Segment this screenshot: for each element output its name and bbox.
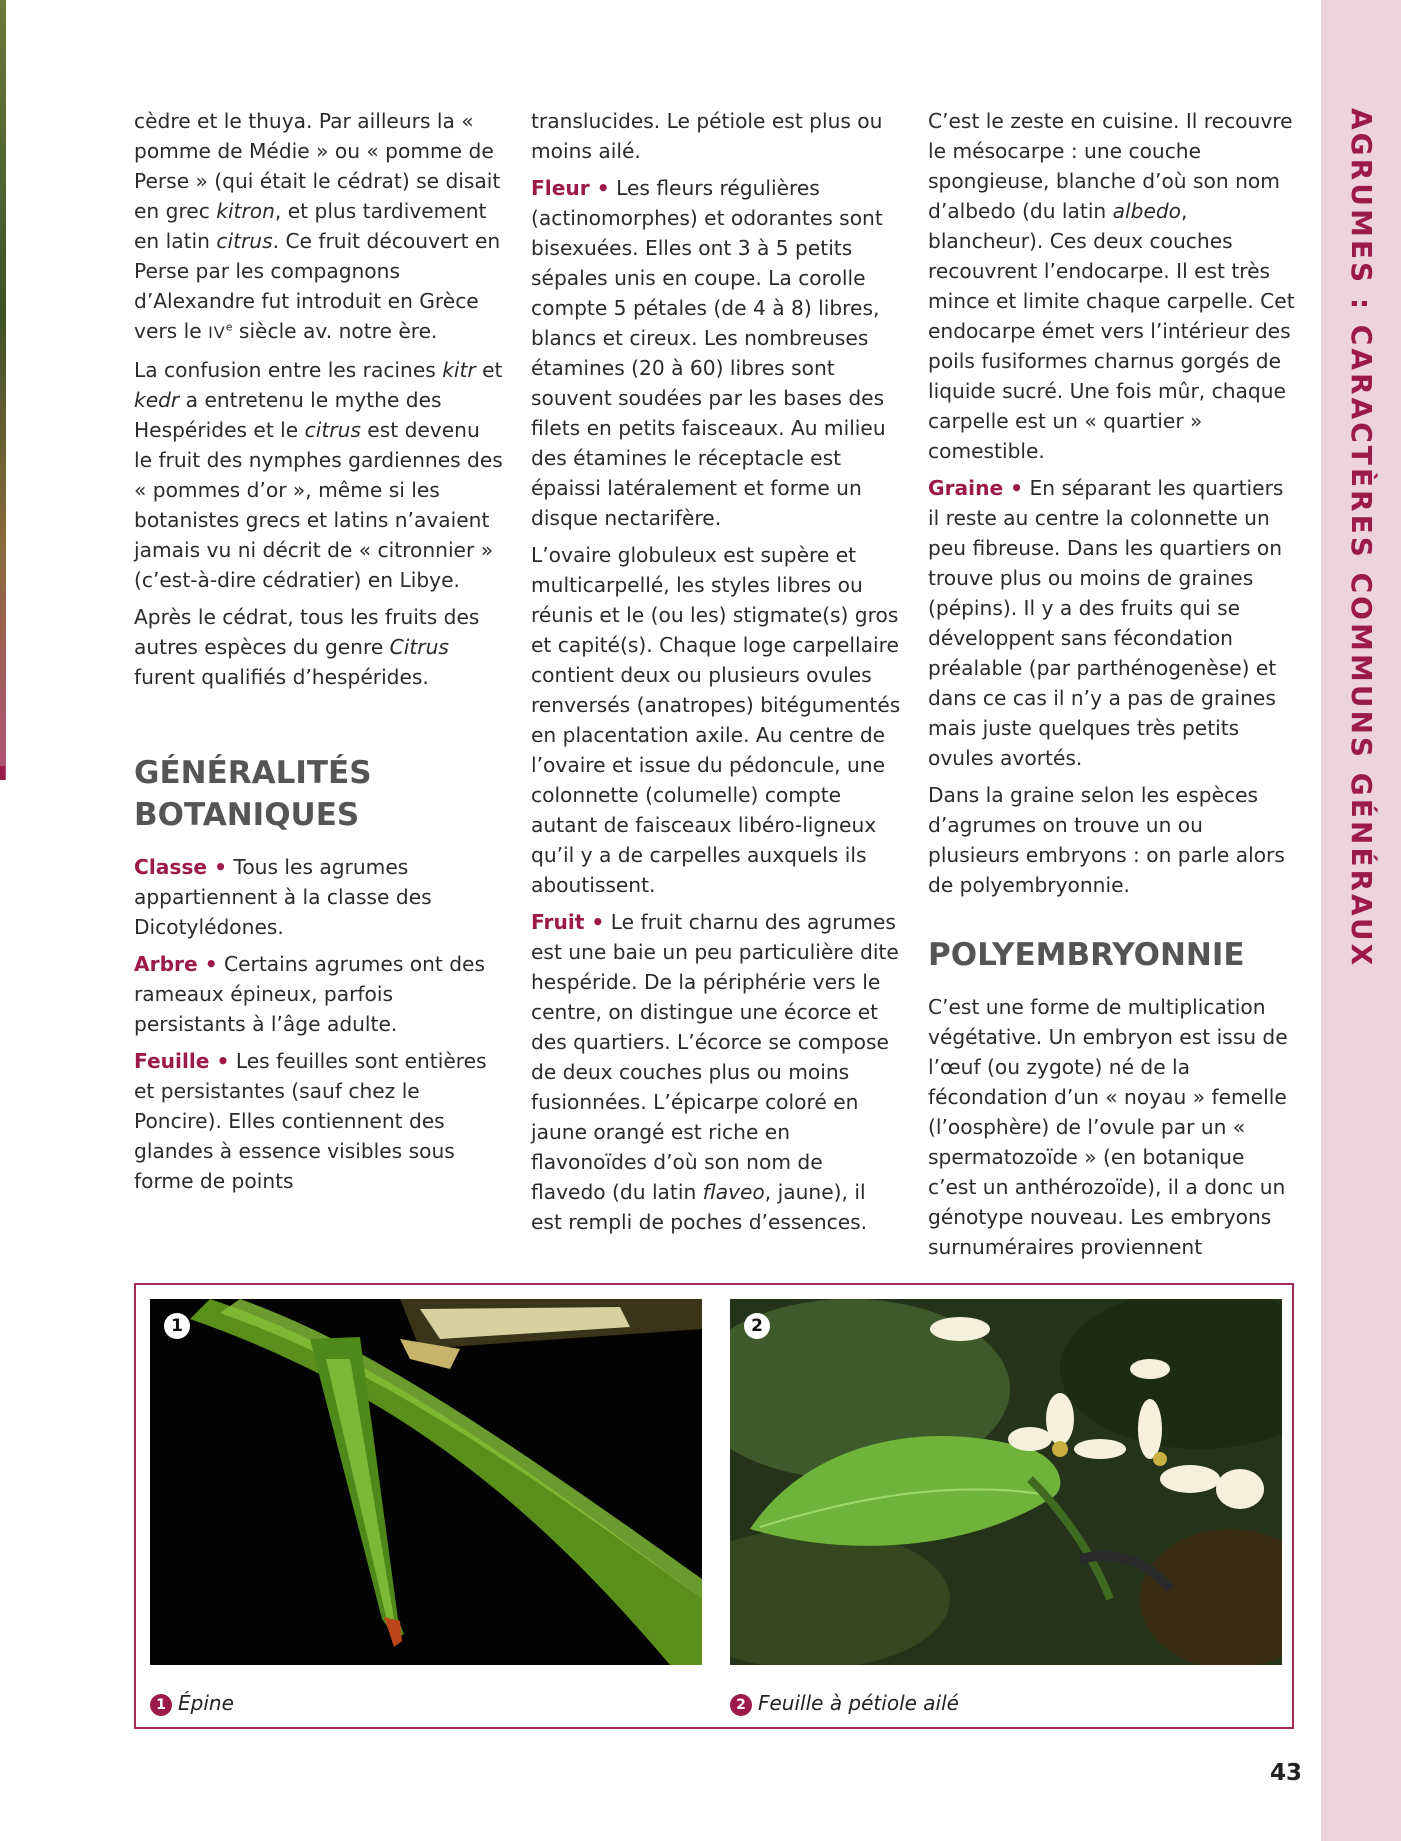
entry-fruit: Fruit • Le fruit charnu des agrumes est une baie un peu particulière dite hespéride. De la périphérie vers le centre, on distingue une écorce et des quartiers. L’écorce se compose de deux couches plus ou moins fusionnées. L’épicarpe coloré en jaune orangé est riche en flavonoïdes d’où son nom de flavedo (du latin flaveo, jaune), il est rempli de poches d’essences. — [531, 910, 899, 1234]
figure-1-badge: 1 — [164, 1313, 190, 1339]
paragraph-embryons: Dans la graine selon les espèces d’agrumes on trouve un ou plusieurs embryons : on parle alors de polyembryonnie. — [928, 783, 1285, 897]
section-heading-generalites: GÉNÉRALITÉS BOTANIQUES — [134, 755, 372, 833]
thorn-photo — [150, 1299, 702, 1665]
left-page-edge — [0, 0, 6, 780]
left-edge-marker — [0, 766, 5, 780]
figure-2-badge: 2 — [744, 1313, 770, 1339]
entry-arbre: Arbre • Certains agrumes ont des rameaux épineux, parfois persistants à l’âge adulte. — [134, 952, 485, 1036]
figure-2-caption: 2 Feuille à pétiole ailé — [730, 1689, 959, 1717]
paragraph-petiole: translucides. Le pétiole est plus ou moins ailé. — [531, 109, 883, 163]
entry-graine: Graine • En séparant les quartiers il reste au centre la colonnette un peu fibreuse. Dans les quartiers on trouve plus ou moins de graines (pépins). Il y a des fruits qui se développent sans fécondation préalable (par parthénogenèse) et dans ce cas il n’y a pas de graines mais juste quelques très petits ovules avortés. — [928, 476, 1284, 770]
section-heading-polyembryonnie: POLYEMBRYONNIE — [928, 937, 1245, 973]
paragraph-ovaire: L’ovaire globuleux est supère et multicarpellé, les styles libres ou réunis et le (ou les) stigmate(s) gros et capité(s). Chaque loge carpellaire contient deux ou plusieurs ovules renversés (anatropes) bitégumentés en placentation axile. Au centre de l’ovaire et issue du pédoncule, une colonnette (columelle) compte autant de faisceaux libéro-ligneux qu’il y a de carpelles auxquels ils aboutissent. — [531, 543, 901, 897]
figure-1-caption: 1 Épine — [150, 1689, 234, 1717]
thorn-illustration — [150, 1299, 702, 1665]
entry-fleur: Fleur • Les fleurs régulières (actinomorphes) et odorantes sont bisexuées. Elles ont 3 à 5 petits sépales unis en coupe. La corolle compte 5 pétales (de 4 à 8) libres, blancs et cireux. Les nombreuses étamines (20 à 60) libres sont souvent soudées par les bases des filets en petits faisceaux. Au milieu des étamines le réceptacle est épaissi latéralement et forme un disque nectarifère. — [531, 176, 886, 530]
leaf-photo — [730, 1299, 1282, 1665]
text-column-3 — [928, 106, 1298, 1269]
text-column-1 — [134, 106, 504, 1203]
entry-classe: Classe • Tous les agrumes appartiennent à la classe des Dicotylédones. — [134, 855, 432, 939]
paragraph-hesperides-qualified: Après le cédrat, tous les fruits des autres espèces du genre Citrus furent qualifiés d’hespérides. — [134, 605, 480, 689]
page-number: 43 — [1269, 1760, 1302, 1786]
chapter-side-title: AGRUMES : CARACTÈRES COMMUNS GÉNÉRAUX — [1345, 108, 1378, 969]
paragraph-polyembryonnie: C’est une forme de multiplication végétative. Un embryon est issu de l’œuf (ou zygote) né de la fécondation d’un « noyau » femelle (l’oosphère) de l’ovule par un « spermatozoïde » (en botanique c’est un anthérozoïde), il a donc un génotype nouveau. Les embryons surnuméraires proviennent — [928, 995, 1288, 1259]
paragraph-zeste: C’est le zeste en cuisine. Il recouvre le mésocarpe : une couche spongieuse, blanche d’où son nom d’albedo (du latin albedo, blancheur). Ces deux couches recouvrent l’endocarpe. Il est très mince et limite chaque carpelle. Cet endocarpe émet vers l’intérieur des poils fusiformes charnus gorgés de liquide sucré. Une fois mûr, chaque carpelle est un « quartier » comestible. — [928, 109, 1295, 463]
text-column-2 — [531, 106, 901, 1244]
entry-feuille: Feuille • Les feuilles sont entières et persistantes (sauf chez le Poncire). Elles contiennent des glandes à essence visibles sous forme de points — [134, 1049, 487, 1193]
caption-2-number: 2 — [730, 1694, 752, 1716]
winged-petiole-leaf-illustration — [730, 1299, 1282, 1665]
caption-1-number: 1 — [150, 1694, 172, 1716]
paragraph-hesperides-myth: La confusion entre les racines kitr et kedr a entretenu le mythe des Hespérides et le citrus est devenu le fruit des nymphes gardiennes des « pommes d’or », même si les botanistes grecs et latins n’avaient jamais vu ni décrit de « citronnier » (c’est-à-dire cédratier) en Libye. — [134, 358, 503, 592]
figure-box — [134, 1283, 1294, 1729]
paragraph-cedrat-history: cèdre et le thuya. Par ailleurs la « pomme de Médie » ou « pomme de Perse » (qui était le cédrat) se disait en grec kitron, et plus tardivement en latin citrus. Ce fruit découvert en Perse par les compagnons d’Alexandre fut introduit en Grèce vers le IVe siècle av. notre ère. — [134, 109, 501, 343]
